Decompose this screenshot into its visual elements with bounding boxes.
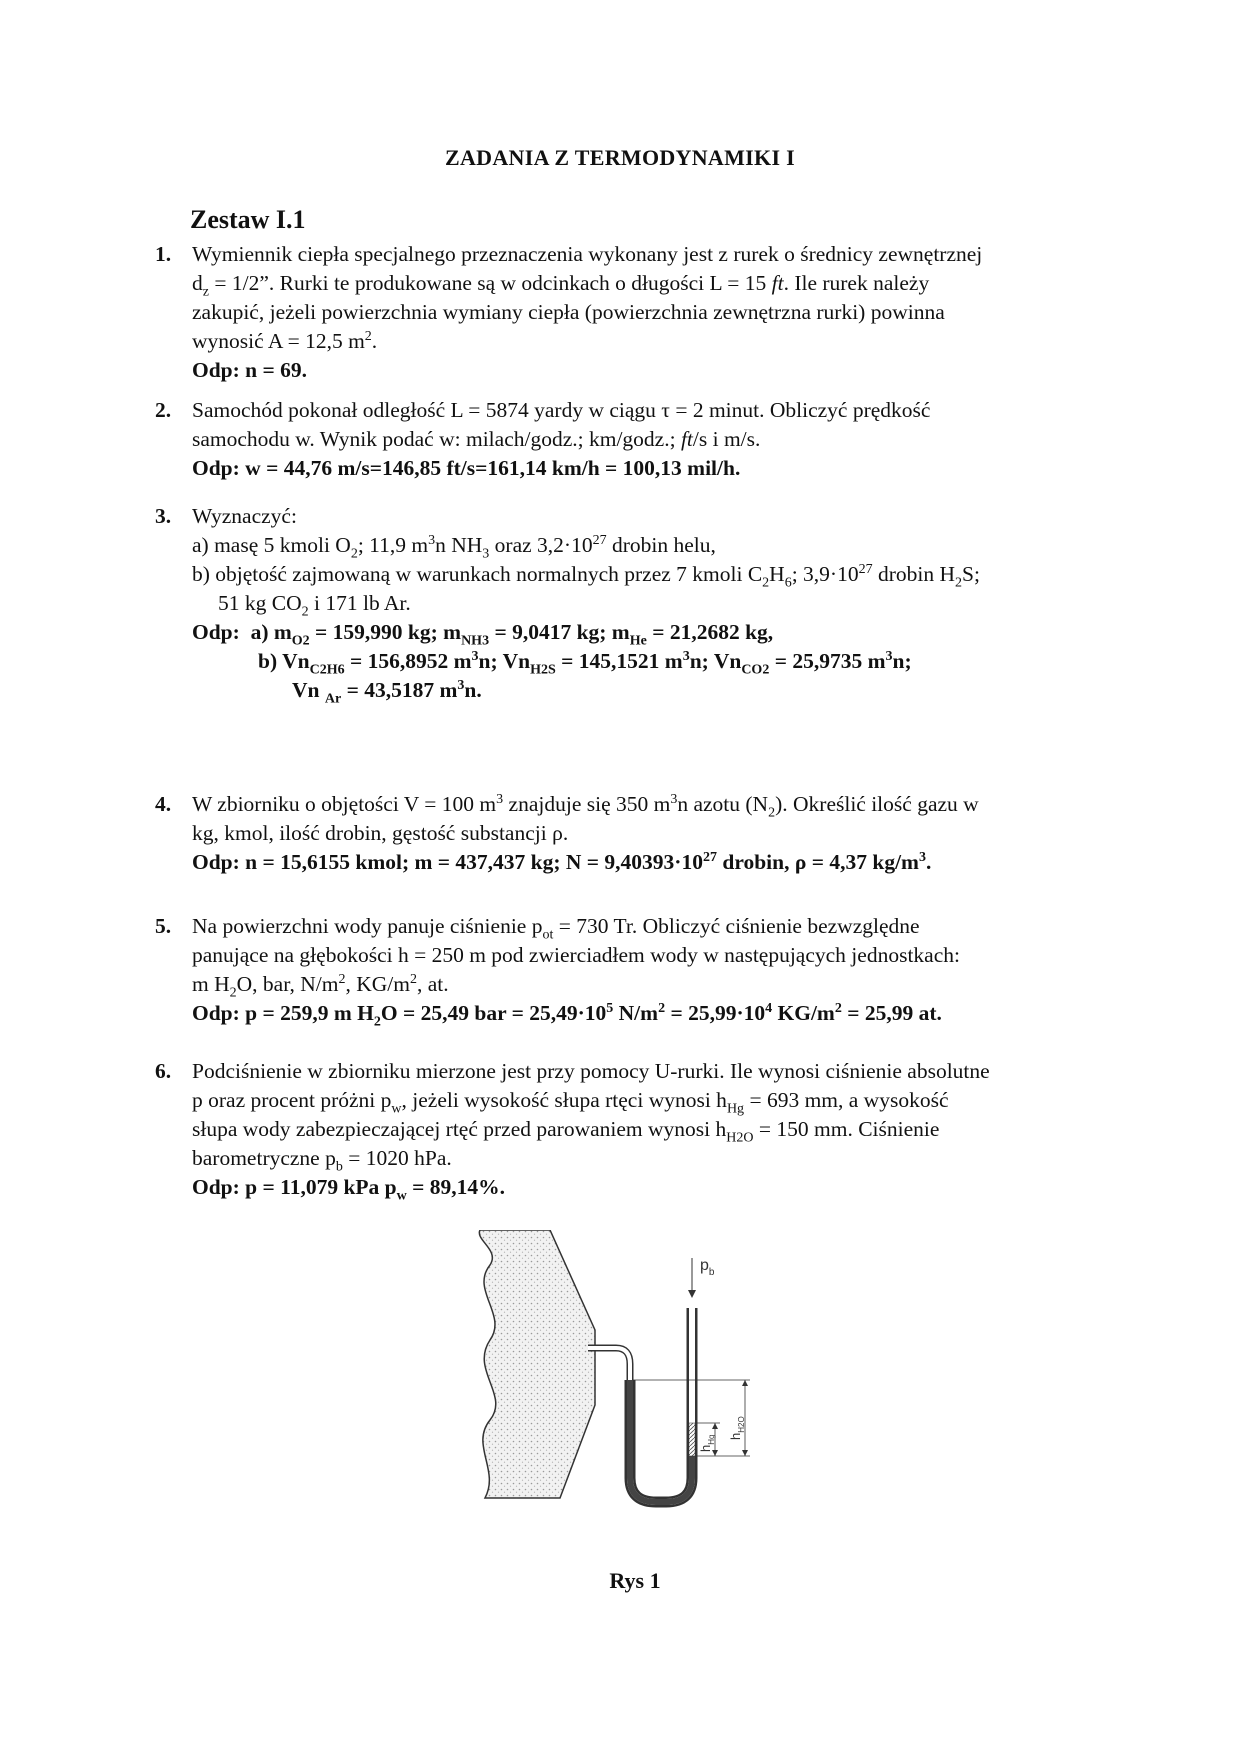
problem-number: 1. [155, 242, 172, 266]
problem-text: samochodu w. Wynik podać w: milach/godz.; km/godz.; ft/s i m/s. [192, 427, 761, 451]
figure-caption: Rys 1 [609, 1568, 661, 1593]
problem-3 [155, 502, 1125, 705]
problem-1 [155, 240, 1125, 385]
problem-text: b) objętość zajmowaną w warunkach normalnych przez 7 kmoli $C_2H_6$; $3,9\cdot 10^{27}$ drobin $H_2S$; [192, 561, 980, 591]
problem-text: Podciśnienie w zbiorniku mierzone jest przy pomocy U-rurki. Ile wynosi ciśnienie absolutne [192, 1059, 990, 1083]
problem-5 [155, 912, 1125, 1028]
problem-text: m $H_2O$, bar, $N/m^2$, $KG/m^2$, at. [192, 971, 449, 1001]
problem-2 [155, 396, 1125, 483]
problem-text: Samochód pokonał odległość L = 5874 yardy w ciągu τ = 2 minut. Obliczyć prędkość [192, 398, 931, 422]
problem-text: 51 kg $CO_2$ i 171 lb Ar. [218, 591, 411, 620]
problem-text: barometryczne $p_b = 1020$ hPa. [192, 1146, 452, 1175]
problem-text: zakupić, jeżeli powierzchnia wymiany ciepła (powierzchnia zewnętrzna rurki) powinna [192, 300, 945, 324]
problem-answer: b) $Vn_{C2H6} = 156,8952$ $m^3n$; $Vn_{H2S} = 145,1521$ $m^3n$; $Vn_{CO2} = 25,9735$ $m^3n$; [258, 648, 912, 678]
problem-6 [155, 1057, 1125, 1202]
problem-text: wynosić A = 12,5 $m^2$. [192, 328, 378, 353]
problem-answer: Vn $_{Ar}$ = 43,5187 $m^3n$. [292, 677, 482, 707]
problem-text: W zbiorniku o objętości V = 100 $m^3$ znajduje się 350 $m^3n$ azotu $(N_2)$. Określić ilość gazu w [192, 791, 979, 821]
problem-answer: Odp: p = 259,9 m $H_2O = 25,49$ bar = $25,49\cdot 10^5$ $N/m^2 = 25,99\cdot 10^4$ $KG/m^2 = 25,99$ at. [192, 1000, 942, 1030]
problem-text: słupa wody zabezpieczającej rtęć przed parowaniem wynosi $h_{H2O} = 150$ mm. Ciśnienie [192, 1117, 940, 1146]
u-tube-diagram [470, 1230, 800, 1520]
problem-number: 6. [155, 1059, 172, 1083]
problem-number: 3. [155, 504, 172, 528]
set-heading: Zestaw I.1 [190, 205, 306, 234]
problem-answer: Odp: a) $m_{O2} = 159,990$ kg; $m_{NH3} = 9,0417$ kg; $m_{He} = 21,2682$ kg, [192, 620, 774, 649]
problem-text: $d_z = 1/2$”. Rurki te produkowane są w odcinkach o długości L = 15 ft. Ile rurek należy [192, 271, 930, 300]
problem-answer: Odp: n = 69. [192, 358, 308, 382]
problem-text: p oraz procent próżni $p_w$, jeżeli wysokość słupa rtęci wynosi $h_{Hg} = 693$ mm, a wysokość [192, 1088, 949, 1117]
tank-shape [479, 1230, 595, 1498]
mercury-column [630, 1380, 692, 1502]
problem-number: 4. [155, 792, 172, 816]
problem-text: a) masę 5 kmoli $O_2$; 11,9 $m^3n$ $NH_3$ oraz $3,2\cdot 10^{27}$ drobin helu, [192, 532, 716, 562]
label-pb: $p_b$ [700, 1257, 715, 1278]
problem-number: 5. [155, 914, 172, 938]
document-title: ZADANIA Z TERMODYNAMIKI I [445, 145, 795, 170]
label-h-h2o: $h_{H2O}$ [728, 1416, 746, 1440]
label-h-hg: $h_{Hg}$ [698, 1434, 716, 1452]
problem-answer: Odp: n = 15,6155 kmol; m = 437,437 kg; $N = 9,40393\cdot 10^{27}$ drobin, ρ = 4,37 $kg/m^3$. [192, 849, 932, 874]
problem-answer: Odp: p = 11,079 kPa $p_w = 89,14\%$. [192, 1175, 506, 1204]
problem-number: 2. [155, 398, 172, 422]
problem-text: Wyznaczyć: [192, 504, 297, 528]
problem-text: Na powierzchni wody panuje ciśnienie $p_{ot} = 730$ Tr. Obliczyć ciśnienie bezwzględne [192, 914, 920, 943]
problem-4 [155, 790, 1125, 877]
water-column [689, 1423, 695, 1456]
u-tube [630, 1308, 692, 1502]
problem-text: panujące na głębokości h = 250 m pod zwierciadłem wody w następujących jednostkach: [192, 943, 960, 967]
problem-text: Wymiennik ciepła specjalnego przeznaczenia wykonany jest z rurek o średnicy zewnętrznej [192, 242, 983, 266]
problem-text: kg, kmol, ilość drobin, gęstość substancji ρ. [192, 821, 569, 845]
problem-answer: Odp: w = 44,76 m/s=146,85 ft/s=161,14 km/h = 100,13 mil/h. [192, 456, 741, 480]
